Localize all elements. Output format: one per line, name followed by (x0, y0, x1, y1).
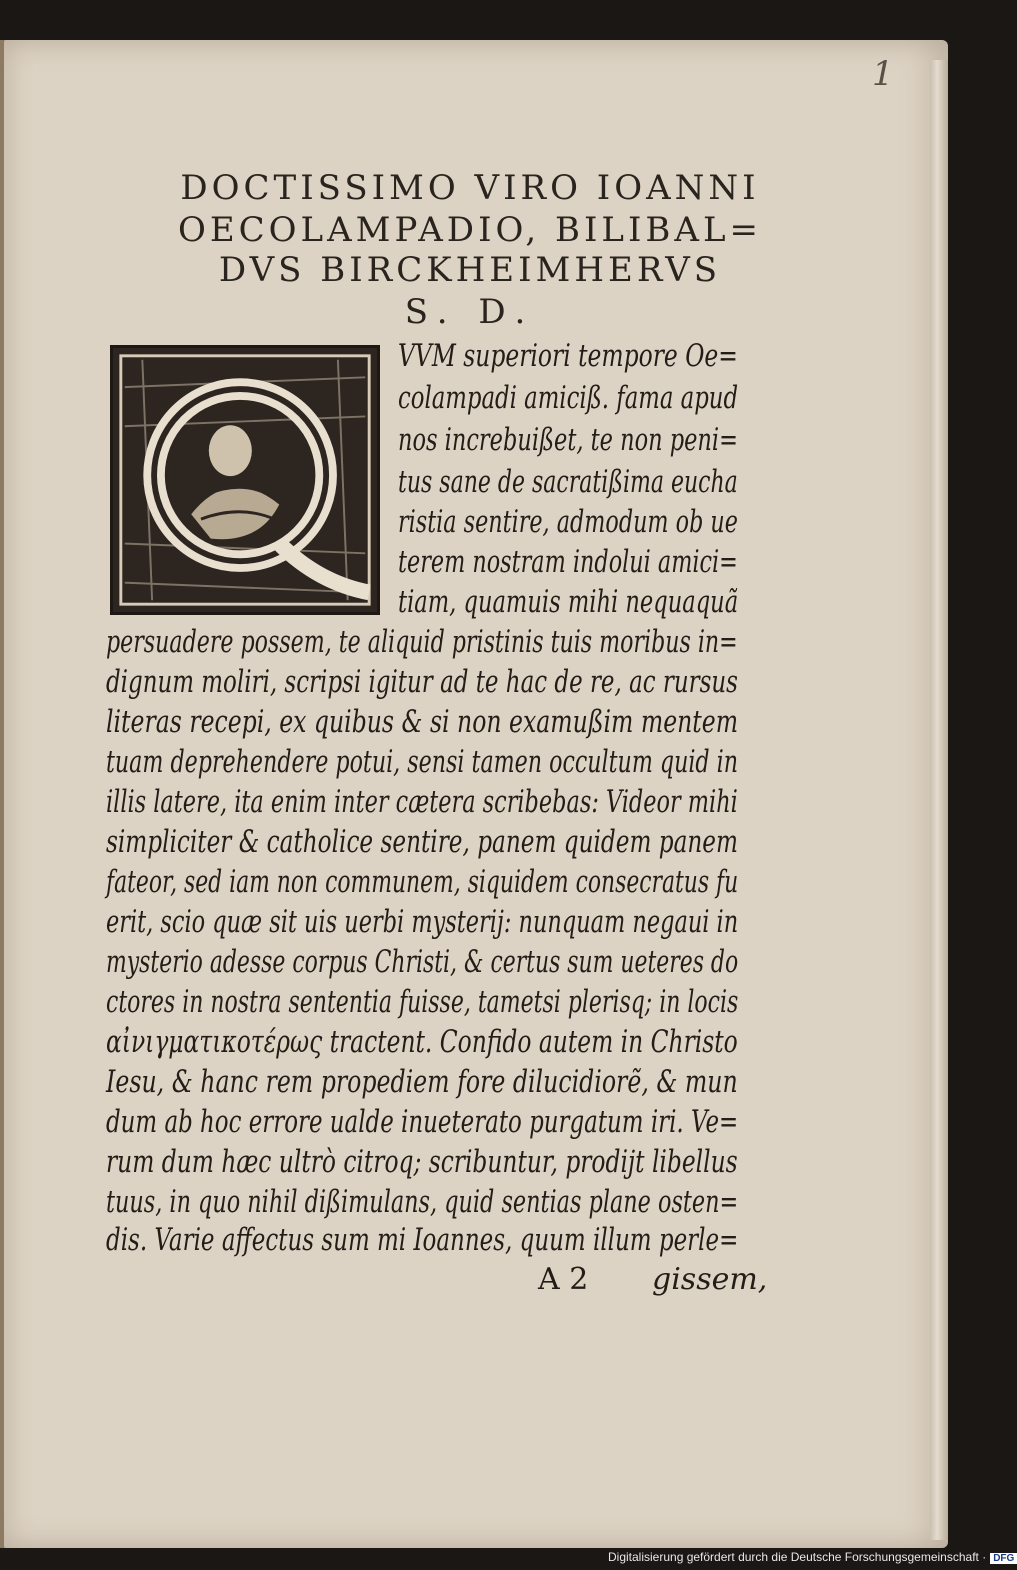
text-line: nos increbuißet, te non peni= (398, 422, 738, 458)
text-line: Iesu, & hanc rem propediem fore dilucidiorẽ, & mun (106, 1064, 738, 1100)
text-line: ristia sentire, admodum ob ue (398, 504, 738, 540)
heading-line-4: S. D. (404, 292, 536, 332)
dfg-logo-icon: DFG (990, 1553, 1017, 1564)
text-line: tuus, in quo nihil dißimulans, quid sentias plane osten= (106, 1184, 739, 1220)
text-line: erit, scio quæ sit uis uerbi mysterij: nunquam negaui in (106, 904, 739, 940)
heading-line-2: OECOLAMPADIO, BILIBAL= (177, 210, 763, 250)
text-line: tus sane de sacratißima eucha (398, 464, 738, 500)
text-line: tiam, quamuis mihi nequaquã (398, 584, 739, 620)
text-line: terem nostram indolui amici= (398, 544, 738, 580)
woodcut-initial-icon (113, 348, 377, 612)
text-line: literas recepi, ex quibus & si non examußim mentem (106, 704, 739, 740)
text-line: tuam deprehendere potui, sensi tamen occultum quid in (106, 744, 739, 780)
text-line: ctores in nostra sententia fuisse, tametsi plerisq; in locis (106, 984, 739, 1020)
text-line: simpliciter & catholice sentire, panem quidem panem (106, 824, 738, 860)
text-line: dis. Varie affectus sum mi Ioannes, quum illum perle= (106, 1222, 739, 1258)
footer-credit (608, 1550, 1017, 1564)
text-line: mysterio adesse corpus Christi, & certus sum ueteres do (106, 944, 739, 980)
text-line: VVM superiori tempore Oe= (398, 338, 738, 374)
page-edge (930, 60, 948, 1540)
text-line: dum ab hoc errore ualde inueterato purgatum iri. Ve= (106, 1104, 739, 1140)
decorated-initial-q (110, 345, 380, 615)
text-line: illis latere, ita enim inter cætera scribebas: Videor mihi (106, 784, 738, 820)
folio-number: 1 (872, 54, 894, 94)
text-line: colampadi amiciß. fama apud (398, 380, 739, 416)
heading-line-1: DOCTISSIMO VIRO IOANNI (180, 168, 760, 208)
signature-mark: A 2 (538, 1262, 589, 1297)
text-line: αἰνιγματικοτέρως tractent. Confido autem in Christo (106, 1024, 738, 1060)
footer-text: Digitalisierung gefördert durch die Deutsche Forschungsgemeinschaft · (608, 1550, 987, 1564)
text-line: rum dum hæc ultrò citroq; scribuntur, prodijt libellus (106, 1144, 738, 1180)
heading-line-3: DVS BIRCKHEIMHERVS (218, 250, 722, 290)
text-line: persuadere possem, te aliquid pristinis tuis moribus in= (106, 624, 738, 660)
text-line: dignum moliri, scripsi igitur ad te hac de re, ac rursus (106, 664, 738, 700)
text-line: fateor, sed iam non communem, siquidem consecratus fu (106, 864, 739, 900)
catchword: gissem, (652, 1262, 768, 1297)
